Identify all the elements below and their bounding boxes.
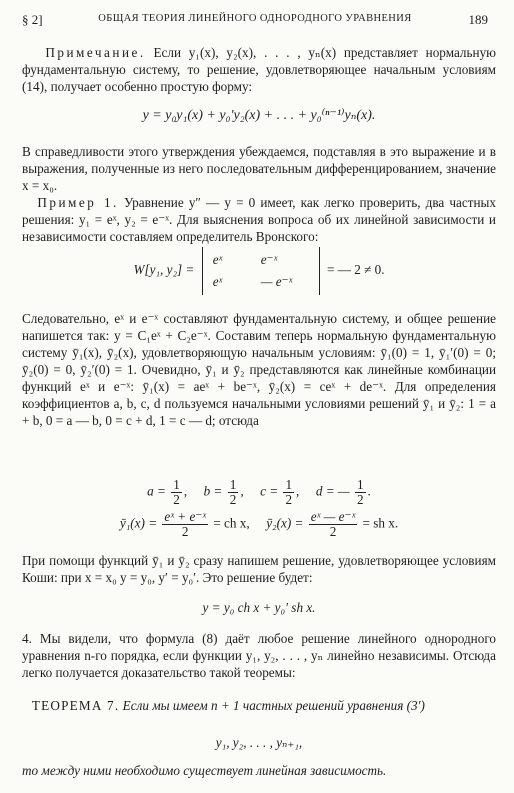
theorem-7 xyxy=(22,697,496,714)
cosh-result: = ch x, xyxy=(213,515,250,531)
coef-c-label: c = xyxy=(260,483,279,499)
wronskian-rhs: = — 2 ≠ 0. xyxy=(326,262,385,278)
remark-label: Примечание. xyxy=(45,45,146,60)
fraction-a: $\frac{1}{2}$ xyxy=(173,477,180,507)
coef-a-label: a = xyxy=(147,483,166,499)
sinh-result: = sh x. xyxy=(362,515,399,531)
cauchy-paragraph: При помощи функций ȳ₁ и ȳ₂ сразу напишем решение, удовлетворяющее условиям Коши: при x = x₀ y = y₀, y′ = y₀′. Это решение будет: xyxy=(22,553,496,585)
wronskian-lhs: W[y₁, y₂] = xyxy=(133,262,195,278)
example-text: Уравнение y″ — y = 0 имеет, как легко проверить, два частных решения: y₁ = eˣ, y₂ = e⁻ˣ. Для выяснения вопроса об их линейной зависимости и независимости составляем определитель Вронского: xyxy=(22,195,496,244)
det-r1c1: eˣ xyxy=(212,252,223,267)
y1-bar-lhs: ȳ₁(x) = xyxy=(119,515,158,531)
theorem-text: Если мы имеем n + 1 частных решений уравнения (3′) xyxy=(122,698,425,713)
cauchy-solution-equation: y = y₀ ch x + y₀′ sh x. xyxy=(202,600,316,615)
solutions-list: y₁, y₂, . . . , yₙ₊₁, xyxy=(215,735,303,750)
wronskian-determinant xyxy=(202,247,320,295)
running-header xyxy=(22,12,488,30)
wronskian-equation xyxy=(22,247,496,295)
section-number: § 2] xyxy=(22,12,43,27)
coefficient-values: a = $\frac{1}{2}$ , b = $\frac{1}{2}$ , c = $\frac{1}{2}$ , d = — $\frac{1}{2}$ . xyxy=(147,477,371,507)
fraction-c: $\frac{1}{2}$ xyxy=(285,477,293,507)
det-r2c1: eˣ xyxy=(212,274,223,289)
det-r1c2: e⁻ˣ xyxy=(260,252,278,267)
verification-paragraph: В справедливости этого утверждения убеждаемся, подставляя в это выражение и в выражения, полученные из него последовательным дифференцированием, значение x = x₀. xyxy=(22,144,496,193)
page-number: 189 xyxy=(468,12,488,27)
consequently-paragraph: Следовательно, eˣ и e⁻ˣ составляют фундаментальную систему, и общее решение напишется так: y = C₁eˣ + C₂e⁻ˣ. Составим теперь нормальную фундаментальную систему ȳ₁(x), ȳ₂(x), удовлетворяющую начальным условиям: ȳ₁(0) = 1, ȳ₁′(0) = 0; ȳ₂(0) = 0, ȳ₂′(0) = 1. Очевидно, ȳ₁ и ȳ₂ представляются как линейные комбинации функций eˣ и e⁻ˣ: ȳ₁(x) = aeˣ + be⁻ˣ, ȳ₂(x) = ceˣ + de⁻ˣ. Для определения коэффициентов a, b, c, d пользуемся начальными условиями решений ȳ₁ и ȳ₂: 1 = a + b, 0 = a — b, 0 = c + d, 1 = c — d; отсюда xyxy=(22,311,496,428)
hyperbolic-solutions xyxy=(22,510,496,539)
coef-d-label: d = — xyxy=(315,483,350,499)
remark-text: Если y₁(x), y₂(x), . . . , yₙ(x) представляет нормальную фундаментальную систему, то решение, удовлетворяющее начальным условиям (14), получает особенно простую форму: xyxy=(22,45,497,94)
det-r2c2: — e⁻ˣ xyxy=(260,274,293,289)
example-paragraph xyxy=(22,194,496,245)
example-label: Пример 1. xyxy=(37,195,119,210)
theorem-label: ТЕОРЕМА 7. xyxy=(31,698,120,713)
fraction-b: $\frac{1}{2}$ xyxy=(229,477,237,507)
remark-paragraph xyxy=(22,44,496,95)
y2-bar-lhs: ȳ₂(x) = xyxy=(266,515,304,531)
equation-general-solution: y = y₀y₁(x) + y₀′y₂(x) + . . . + y₀⁽ⁿ⁻¹⁾yₙ(x). xyxy=(142,108,376,123)
paragraph-4: 4. Мы видели, что формула (8) даёт любое решение линейного однородного уравнения n-го порядка, если функции y₁, y₂, . . . , yₙ линейно независимы. Отсюда легко получается доказательство такой теоремы: xyxy=(22,631,496,680)
fraction-sinh: $\frac{\text{eˣ — e⁻ˣ}}{2}$ xyxy=(310,509,356,539)
fraction-cosh: $\frac{\text{eˣ + e⁻ˣ}}{2}$ xyxy=(164,509,207,539)
fraction-d: $\frac{1}{2}$ xyxy=(356,477,364,507)
running-title: ОБЩАЯ ТЕОРИЯ ЛИНЕЙНОГО ОДНОРОДНОГО УРАВНЕНИЯ xyxy=(98,13,412,24)
theorem-conclusion: то между ними необходимо существует линейная зависимость. xyxy=(22,763,387,778)
coef-b-label: b = xyxy=(203,483,223,499)
